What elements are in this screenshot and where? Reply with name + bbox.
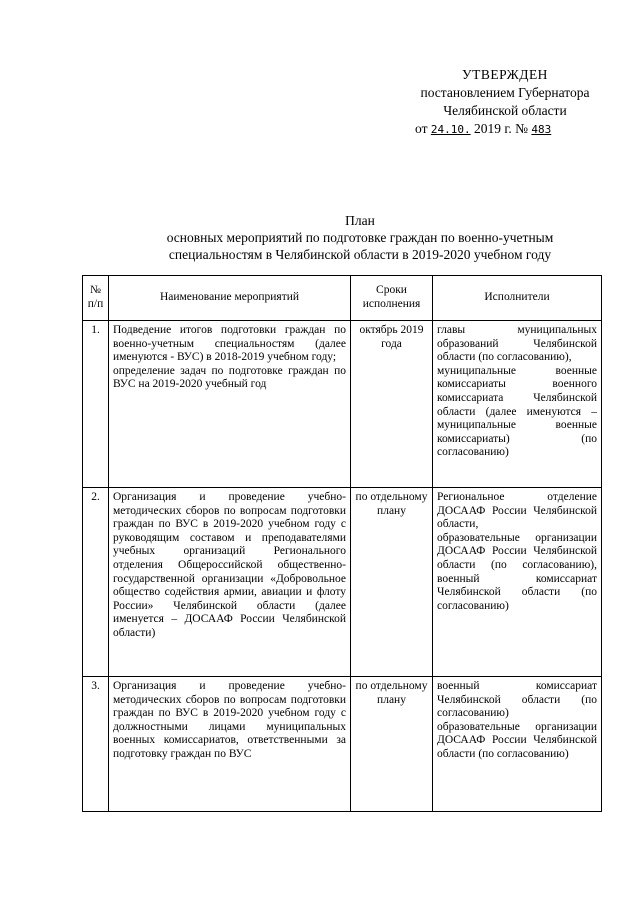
row-exec-part: образовательные организации ДОСААФ России Челябинской области (по согласованию), военный комиссариат Челябинской области (по согласованию) (437, 531, 597, 612)
header-term: Сроки исполнения (351, 276, 433, 321)
row-exec (433, 677, 602, 812)
date-value: 24.10. (430, 123, 471, 136)
row-exec-part: образовательные организации ДОСААФ России Челябинской области (по согласованию) (437, 720, 597, 760)
header-exec: Исполнители (433, 276, 602, 321)
approval-block (405, 66, 605, 139)
table-header-row (83, 276, 602, 321)
row-exec-part: военный комиссариат Челябинской области (по согласованию) (437, 680, 597, 720)
row-term: октябрь 2019 года (351, 321, 433, 488)
approval-line-1: постановлением Губернатора (420, 85, 590, 100)
row-name-part: Подведение итогов подготовки граждан по военно-учетным специальностям (далее именуются - ВУС) в 2018-2019 учебном году; (113, 324, 346, 364)
row-num: 2. (83, 488, 109, 677)
row-num: 3. (83, 677, 109, 812)
row-num: 1. (83, 321, 109, 488)
row-exec (433, 488, 602, 677)
row-name-part: определение задач по подготовке граждан по ВУС на 2019-2020 учебный год (113, 364, 346, 391)
row-exec (433, 321, 602, 488)
row-exec-part: муниципальные военные комиссариаты военного комиссариата Челябинской области (далее именуются – муниципальные военные комиссариаты) (по согласованию) (437, 364, 597, 459)
approval-date-line (405, 120, 605, 139)
document-heading (110, 212, 610, 263)
table-row (83, 321, 602, 488)
row-term: по отдельному плану (351, 488, 433, 677)
table-row (83, 488, 602, 677)
row-name-part: Организация и проведение учебно-методических сборов по вопросам подготовки граждан по ВУС в 2019-2020 учебном году с руководящим составом и преподавателями учебных организаций Регионального отделения Общероссийской общественно-государственной организации «Добровольное общество содействия армии, авиации и флоту России» Челябинской области (далее именуется – ДОСААФ России Челябинской области) (113, 491, 346, 639)
header-name: Наименование мероприятий (109, 276, 351, 321)
row-name (109, 488, 351, 677)
date-year: 2019 г. № (473, 121, 529, 136)
header-num: № п/п (83, 276, 109, 321)
date-prefix: от (415, 121, 428, 136)
row-term: по отдельному плану (351, 677, 433, 812)
row-exec-part: главы муниципальных образований Челябинской области (по согласованию), (437, 324, 597, 364)
approval-line-2: Челябинской области (443, 103, 567, 118)
decree-number: 483 (531, 123, 552, 136)
row-name-part: Организация и проведение учебно-методических сборов по вопросам подготовки граждан по ВУС в 2019-2020 учебном году с должностными лицами муниципальных военных комиссариатов, ответственными за подготовку граждан по ВУС (113, 680, 346, 760)
approval-title: УТВЕРЖДЕН (462, 67, 548, 82)
heading-line-3: специальностям в Челябинской области в 2019-2020 учебном году (168, 247, 552, 262)
heading-title: План (345, 213, 375, 228)
row-name (109, 321, 351, 488)
heading-line-2: основных мероприятий по подготовке граждан по военно-учетным (166, 230, 554, 245)
plan-table (82, 275, 602, 812)
row-exec-part: Региональное отделение ДОСААФ России Челябинской области, (437, 491, 597, 531)
row-name (109, 677, 351, 812)
table-row (83, 677, 602, 812)
